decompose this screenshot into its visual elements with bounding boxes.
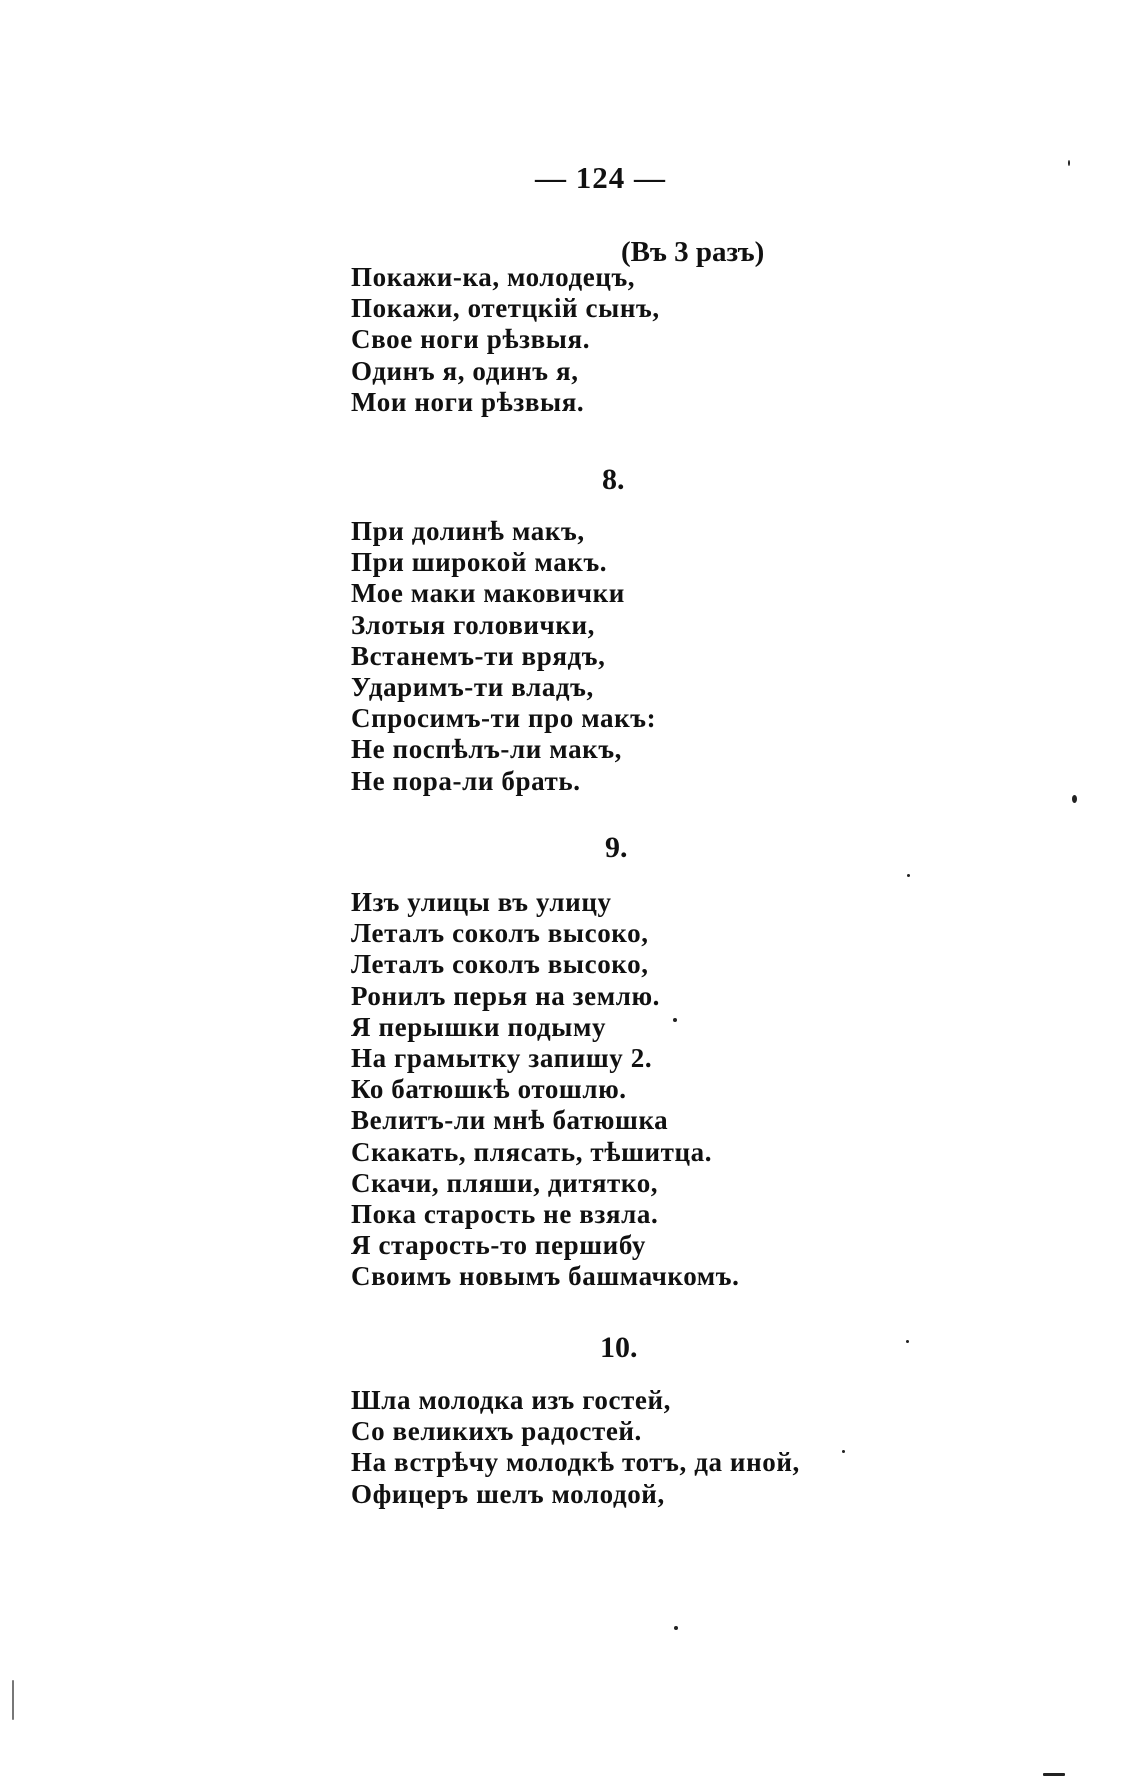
verse-line: На встрѣчу молодкѣ тотъ, да иной, <box>351 1447 800 1478</box>
verse-line: Шла молодка изъ гостей, <box>351 1385 672 1415</box>
song-10-lines <box>351 1385 800 1510</box>
page-number: — 124 — <box>535 160 666 195</box>
verse-line: Свое ноги рѣзвыя. <box>351 324 591 355</box>
verse-line: Мои ноги рѣзвыя. <box>351 386 585 417</box>
scan-speck <box>1068 160 1070 166</box>
verse-line: Ударимъ-ти владъ, <box>351 672 594 703</box>
verse-line: Не пора-ли брать. <box>351 765 581 796</box>
scan-speck <box>674 1626 678 1630</box>
verse-line: Покажи, отетцкій сынъ, <box>351 293 660 324</box>
verse-line: Скакать, плясать, тѣшитца. <box>351 1136 713 1167</box>
scan-speck <box>1072 795 1077 803</box>
verse-line: При долинѣ макъ, <box>351 516 585 546</box>
verse-line: Леталъ соколъ высоко, <box>351 949 649 980</box>
stanza-continued <box>351 262 660 418</box>
verse-line: Велитъ-ли мнѣ батюшка <box>351 1105 669 1136</box>
song-8-lines <box>351 516 656 797</box>
verse-line: Скачи, пляши, дитятко, <box>351 1167 659 1198</box>
song-number-8: 8. <box>602 463 625 496</box>
song-number-10: 10. <box>600 1331 638 1364</box>
verse-line: Ронилъ перья на землю. <box>351 980 661 1011</box>
verse-line: Мое маки маковички <box>351 578 625 609</box>
verse-line: Офицеръ шелъ молодой, <box>351 1478 665 1509</box>
song-number-9: 9. <box>605 831 628 864</box>
song-9-lines <box>351 887 739 1293</box>
scan-speck <box>842 1450 845 1453</box>
verse-line: На грамытку запишу 2. <box>351 1043 653 1074</box>
verse-line: Встанемъ-ти врядъ, <box>351 640 606 671</box>
verse-line: Своимъ новымъ башмачкомъ. <box>351 1261 740 1292</box>
scan-speck <box>673 1018 677 1022</box>
verse-line: Я старость-то першибу <box>351 1230 646 1261</box>
verse-line: Изъ улицы въ улицу <box>351 887 612 917</box>
verse-line: При широкой макъ. <box>351 547 608 578</box>
verse-line: Леталъ соколъ высоко, <box>351 918 649 949</box>
scan-speck <box>12 1680 14 1720</box>
verse-line: Покажи-ка, молодецъ, <box>351 262 636 292</box>
scan-speck <box>1043 1773 1065 1776</box>
verse-line: Со великихъ радостей. <box>351 1416 642 1447</box>
scan-speck <box>906 1340 909 1343</box>
verse-line: Ко батюшкѣ отошлю. <box>351 1074 627 1105</box>
repeat-note: (Въ 3 разъ) <box>621 236 765 268</box>
verse-line: Злотыя головички, <box>351 609 596 640</box>
verse-line: Я перышки подыму <box>351 1011 607 1042</box>
scan-speck <box>907 874 910 877</box>
verse-line: Не поспѣлъ-ли макъ, <box>351 734 623 765</box>
verse-line: Спросимъ-ти про макъ: <box>351 703 657 734</box>
verse-line: Одинъ я, одинъ я, <box>351 355 579 386</box>
verse-line: Пока старость не взяла. <box>351 1199 659 1230</box>
